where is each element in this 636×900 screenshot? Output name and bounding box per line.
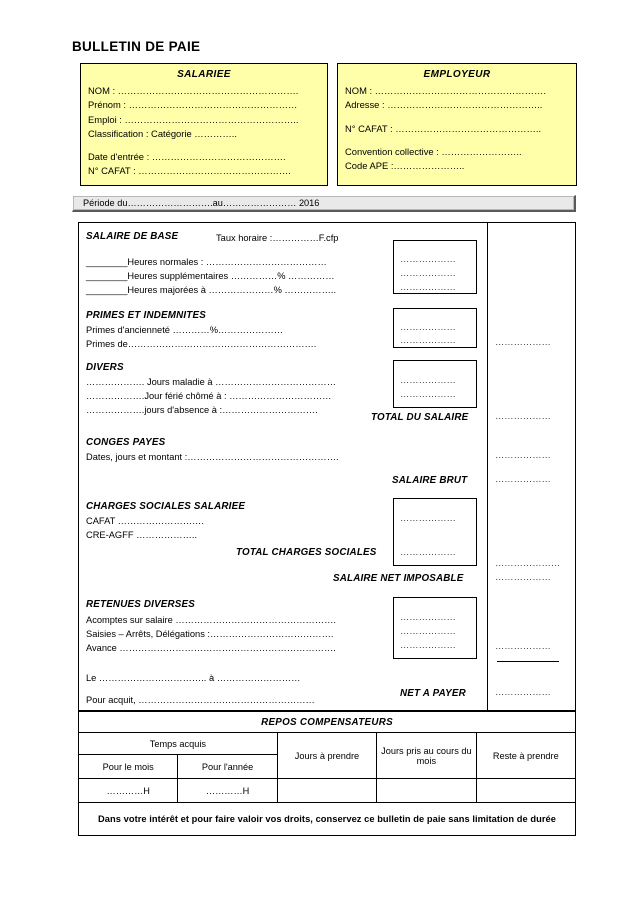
hours-supplementary-line[interactable]: ________Heures supplémentaires ……………% …………… [86, 271, 335, 281]
retenues-avance-line[interactable]: Avance ……………………………………………………………. [86, 643, 336, 653]
employee-info-box [80, 63, 328, 186]
column-group-temps-acquis: Temps acquis [79, 733, 278, 755]
amount-retenues-acomptes[interactable]: ……………… [400, 612, 456, 622]
column-header-pour-l-annee: Pour l'année [178, 755, 277, 779]
amount-retenues-avance[interactable]: ……………… [400, 640, 456, 650]
amount-divers-maladie[interactable]: ……………… [400, 375, 456, 385]
section-heading-conges-payes: CONGES PAYES [86, 437, 166, 448]
employee-box-spacer [88, 141, 320, 150]
right-amount-net-a-payer[interactable]: ……………… [495, 687, 551, 697]
employer-field-code-ape[interactable]: Code APE :………………….. [345, 160, 465, 172]
acquit-pour-acquit-line[interactable]: Pour acquit, ………………………………………………… [86, 695, 315, 705]
value-jours-pris[interactable] [377, 779, 476, 803]
employer-box-spacer-1 [345, 113, 569, 122]
right-amount-salaire-brut[interactable]: ……………… [495, 474, 551, 484]
employee-field-nom[interactable]: NOM : …………………………………………………. [88, 85, 299, 97]
table-row-footer-notice [79, 803, 576, 836]
divers-jours-absence-line[interactable]: ……………….jours d'absence à :…………………………. [86, 405, 318, 415]
employer-field-adresse[interactable]: Adresse : ………………………………………….. [345, 99, 543, 111]
charges-cre-agff-line[interactable]: CRE-AGFF ……………….. [86, 530, 198, 540]
amount-charges-cafat[interactable]: ……………… [400, 513, 456, 523]
amount-retenues-saisies[interactable]: ……………… [400, 626, 456, 636]
employer-field-cafat[interactable]: N° CAFAT : ……………………………………….. [345, 122, 542, 134]
primes-de-line[interactable]: Primes de……………………………………………………. [86, 339, 317, 349]
net-a-payer-rule [497, 661, 559, 662]
label-total-du-salaire: TOTAL DU SALAIRE [371, 412, 469, 423]
retenues-saisies-line[interactable]: Saisies – Arrêts, Délégations :…………………………………. [86, 629, 334, 639]
page-title: BULLETIN DE PAIE [72, 39, 201, 54]
amount-box-primes [393, 308, 477, 348]
taux-horaire-field[interactable]: Taux horaire :……………F.cfp [216, 233, 339, 243]
section-heading-divers: DIVERS [86, 362, 124, 373]
section-heading-charges-sociales: CHARGES SOCIALES SALARIEE [86, 501, 246, 512]
table-row-group-header [79, 733, 576, 755]
label-salaire-brut: SALAIRE BRUT [392, 475, 468, 486]
employer-field-convention[interactable]: Convention collective : …………………….. [345, 145, 522, 157]
amount-box-charges-sociales [393, 498, 477, 566]
section-heading-primes: PRIMES ET INDEMNITES [86, 310, 206, 321]
column-header-jours-pris: Jours pris au cours du mois [377, 733, 476, 779]
right-amount-net-imposable[interactable]: ……………… [495, 572, 551, 582]
column-header-pour-le-mois: Pour le mois [79, 755, 178, 779]
retention-notice: Dans votre intérêt et pour faire valoir vos droits, conservez ce bulletin de paie sans limitation de durée [79, 803, 576, 836]
amount-box-retenues [393, 597, 477, 659]
hours-normal-line[interactable]: ________Heures normales : ………………………………… [86, 257, 327, 267]
label-net-a-payer: NET A PAYER [400, 688, 466, 699]
employee-field-emploi[interactable]: Emploi : ……………………………………………….. [88, 113, 299, 125]
divers-jours-maladie-line[interactable]: ………………. Jours maladie à ………………………………… [86, 377, 337, 387]
value-pour-l-annee[interactable]: …………H [178, 779, 277, 803]
primes-anciennete-line[interactable]: Primes d'ancienneté …………%………………… [86, 325, 284, 335]
right-amount-total-salaire[interactable]: ……………… [495, 411, 551, 421]
divers-jour-ferie-line[interactable]: ……………….Jour férié chômé à : …………………………… [86, 391, 332, 401]
value-jours-a-prendre[interactable] [277, 779, 376, 803]
employer-info-box [337, 63, 577, 186]
section-heading-retenues-diverses: RETENUES DIVERSES [86, 599, 196, 610]
employer-field-nom[interactable]: NOM : ………………………………………………. [345, 85, 547, 97]
retenues-acomptes-line[interactable]: Acomptes sur salaire ……………………………………………. [86, 615, 337, 625]
hours-majorated-line[interactable]: ________Heures majorées à …………………% …………….. [86, 285, 337, 295]
employer-box-spacer-2 [345, 136, 569, 145]
amount-primes-anciennete[interactable]: ……………… [400, 322, 456, 332]
period-field[interactable]: Période du……………………….au…………………… 2016 [72, 195, 576, 212]
conges-dates-line[interactable]: Dates, jours et montant :…………………………………………. [86, 452, 339, 462]
amount-box-salaire-de-base [393, 240, 477, 294]
table-row-title [79, 712, 576, 733]
amount-primes-de[interactable]: ……………… [400, 335, 456, 345]
employee-field-date-entree[interactable]: Date d'entrée : ……………………………………. [88, 151, 286, 163]
amount-hours-supplementary[interactable]: ……………… [400, 268, 456, 278]
employer-box-title: EMPLOYEUR [423, 69, 491, 80]
charges-cafat-line[interactable]: CAFAT ………………………. [86, 516, 204, 526]
amount-total-charges[interactable]: ……………… [400, 547, 456, 557]
employee-field-prenom[interactable]: Prénom : ……………………………………………… [88, 99, 298, 111]
repos-table-title: REPOS COMPENSATEURS [79, 712, 576, 733]
employee-field-classification[interactable]: Classification : Catégorie ………….. [88, 127, 238, 139]
amount-hours-majorated[interactable]: ……………… [400, 282, 456, 292]
table-row-values [79, 779, 576, 803]
employee-field-cafat[interactable]: N° CAFAT : …………………………………………. [88, 165, 291, 177]
acquit-le-line[interactable]: Le …………………………….. à ……………………… [86, 673, 301, 683]
label-total-charges-sociales: TOTAL CHARGES SOCIALES [236, 547, 377, 558]
amount-divers-ferie[interactable]: ……………… [400, 389, 456, 399]
right-amount-total-charges[interactable]: ………………… [495, 558, 561, 568]
right-amount-conges[interactable]: ……………… [495, 450, 551, 460]
right-amount-retenues[interactable]: ……………… [495, 641, 551, 651]
amount-column-separator [487, 222, 488, 711]
section-heading-salaire-de-base: SALAIRE DE BASE [86, 231, 179, 242]
right-amount-primes[interactable]: ……………… [495, 337, 551, 347]
employee-box-title: SALARIEE [177, 69, 231, 80]
amount-hours-normal[interactable]: ……………… [400, 254, 456, 264]
repos-compensateurs-table [78, 711, 576, 836]
value-reste-a-prendre[interactable] [476, 779, 575, 803]
value-pour-le-mois[interactable]: …………H [79, 779, 178, 803]
column-header-jours-a-prendre: Jours à prendre [277, 733, 376, 779]
column-header-reste-a-prendre: Reste à prendre [476, 733, 575, 779]
amount-box-divers [393, 360, 477, 408]
label-salaire-net-imposable: SALAIRE NET IMPOSABLE [333, 573, 464, 584]
